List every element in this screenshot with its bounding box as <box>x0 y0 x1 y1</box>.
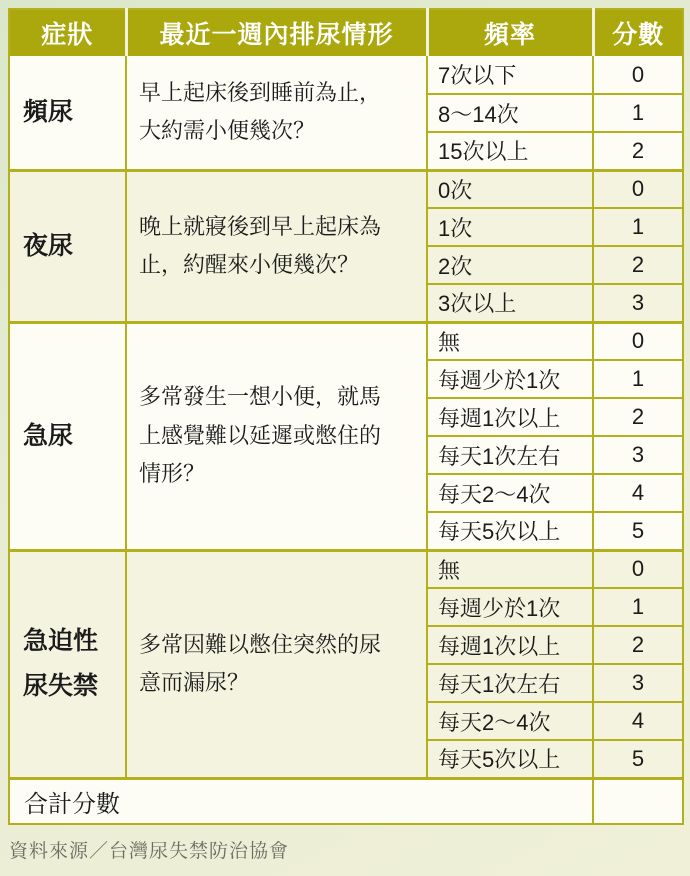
frequency-option: 每週1次以上 <box>427 626 593 664</box>
score-value: 0 <box>593 322 683 360</box>
frequency-option: 0次 <box>427 170 593 208</box>
column-header-score: 分數 <box>593 9 683 56</box>
score-value: 5 <box>593 740 683 778</box>
score-value: 0 <box>593 56 683 94</box>
frequency-option: 無 <box>427 550 593 588</box>
symptom-text: 急尿 <box>23 421 74 450</box>
symptom-label <box>9 56 126 170</box>
question-cell <box>126 322 427 550</box>
score-value: 2 <box>593 626 683 664</box>
frequency-option: 每天5次以上 <box>427 740 593 778</box>
total-row <box>9 778 683 824</box>
question-cell <box>126 56 427 170</box>
option-row <box>9 550 683 588</box>
question-text: 多常發生一想小便，就馬上感覺難以延遲或憋住的情形？ <box>139 384 382 487</box>
total-score-cell <box>593 778 683 824</box>
frequency-option: 7次以下 <box>427 56 593 94</box>
frequency-option: 15次以上 <box>427 132 593 170</box>
source-note: 資料來源／台灣尿失禁防治協會 <box>9 841 290 862</box>
score-value: 3 <box>593 436 683 474</box>
frequency-option: 每天2〜4次 <box>427 702 593 740</box>
option-row <box>9 56 683 94</box>
symptom-label <box>9 322 126 550</box>
score-value: 0 <box>593 550 683 588</box>
question-text: 早上起床後到睡前為止，大約需小便幾次？ <box>139 79 382 144</box>
frequency-option: 3次以上 <box>427 284 593 322</box>
symptom-label <box>9 170 126 322</box>
frequency-option: 每天1次左右 <box>427 436 593 474</box>
symptom-score-table <box>8 8 684 825</box>
table-header <box>9 9 683 56</box>
question-text: 晚上就寢後到早上起床為止，約醒來小便幾次？ <box>139 213 382 277</box>
frequency-option: 每天5次以上 <box>427 512 593 550</box>
score-value: 0 <box>593 170 683 208</box>
frequency-option: 每天2〜4次 <box>427 474 593 512</box>
frequency-option: 8〜14次 <box>427 94 593 132</box>
question-cell <box>126 170 427 322</box>
score-value: 1 <box>593 360 683 398</box>
option-row <box>9 322 683 360</box>
score-value: 2 <box>593 132 683 170</box>
score-value: 1 <box>593 94 683 132</box>
score-value: 1 <box>593 208 683 246</box>
score-value: 3 <box>593 664 683 702</box>
frequency-option: 每週少於1次 <box>427 588 593 626</box>
frequency-option: 每天1次左右 <box>427 664 593 702</box>
score-value: 2 <box>593 246 683 284</box>
question-text: 多常因難以憋住突然的尿意而漏尿？ <box>139 631 382 695</box>
frequency-option: 2次 <box>427 246 593 284</box>
score-value: 5 <box>593 512 683 550</box>
question-cell <box>126 550 427 778</box>
score-value: 2 <box>593 398 683 436</box>
column-header-frequency: 頻率 <box>427 9 593 56</box>
table-footer <box>9 778 683 824</box>
column-header-situation: 最近一週內排尿情形 <box>126 9 427 56</box>
score-value: 1 <box>593 588 683 626</box>
score-table-body <box>9 56 683 778</box>
symptom-label <box>9 550 126 778</box>
score-value: 4 <box>593 702 683 740</box>
header-row <box>9 9 683 56</box>
symptom-text: 頻尿 <box>23 97 74 126</box>
frequency-option: 1次 <box>427 208 593 246</box>
symptom-text: 夜尿 <box>23 231 74 260</box>
column-header-symptom: 症狀 <box>9 9 126 56</box>
score-value: 4 <box>593 474 683 512</box>
score-value: 3 <box>593 284 683 322</box>
symptom-text: 急迫性尿失禁 <box>23 627 99 700</box>
option-row <box>9 170 683 208</box>
frequency-option: 無 <box>427 322 593 360</box>
frequency-option: 每週1次以上 <box>427 398 593 436</box>
total-score-label: 合計分數 <box>9 778 593 824</box>
frequency-option: 每週少於1次 <box>427 360 593 398</box>
